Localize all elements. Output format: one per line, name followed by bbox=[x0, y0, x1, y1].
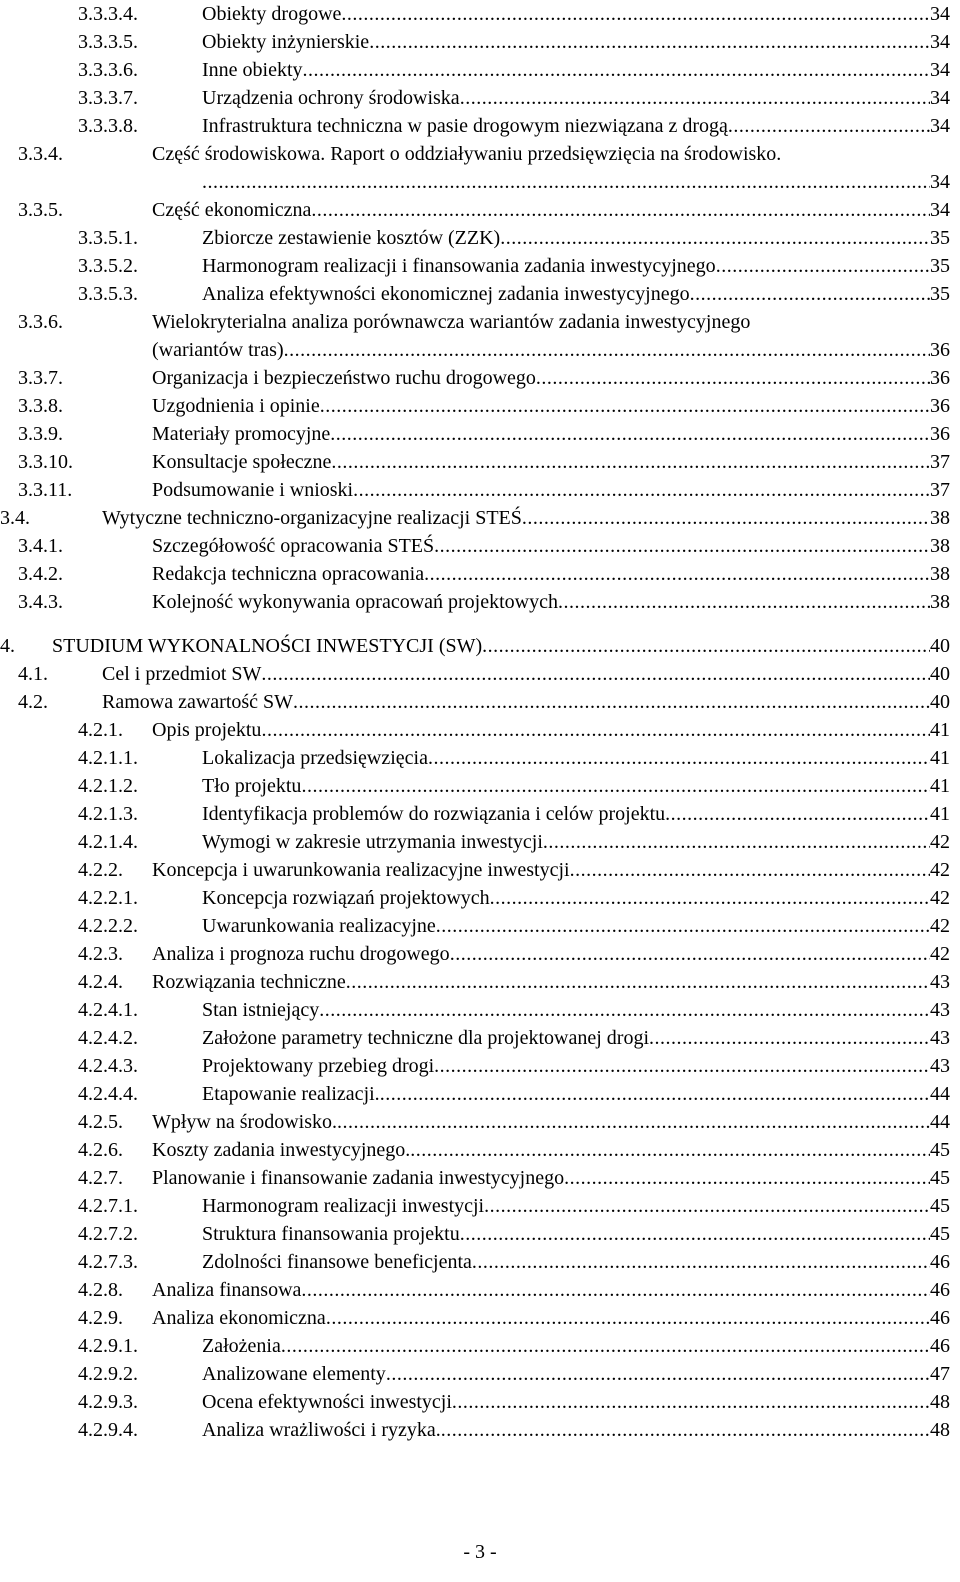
toc-entry-title: Cel i przedmiot SW bbox=[102, 663, 262, 685]
toc-entry-page: 43 bbox=[930, 971, 950, 993]
toc-entry[interactable] bbox=[0, 1220, 960, 1248]
toc-entry-title: Koncepcja rozwiązań projektowych bbox=[202, 887, 490, 909]
toc-entry[interactable] bbox=[0, 940, 960, 968]
toc-entry-title: Harmonogram realizacji i finansowania zadania inwestycyjnego bbox=[202, 255, 716, 277]
toc-entry-number: 3.3.3.8. bbox=[78, 115, 138, 137]
toc-entry-number: 4.2.5. bbox=[78, 1111, 123, 1133]
dot-leader bbox=[261, 716, 930, 744]
toc-entry-title: Harmonogram realizacji inwestycji bbox=[202, 1195, 485, 1217]
toc-entry[interactable] bbox=[0, 504, 960, 532]
dot-leader bbox=[522, 504, 930, 532]
toc-entry-page: 45 bbox=[930, 1139, 950, 1161]
toc-entry-number: 4.2.3. bbox=[78, 943, 123, 965]
toc-entry-number: 4.2.9.1. bbox=[78, 1335, 138, 1357]
toc-entry-number: 4.2.4.4. bbox=[78, 1083, 138, 1105]
toc-entry-page: 45 bbox=[930, 1223, 950, 1245]
toc-entry[interactable] bbox=[0, 632, 960, 660]
toc-entry-title: Redakcja techniczna opracowania bbox=[152, 563, 425, 585]
toc-entry-title: Wymogi w zakresie utrzymania inwestycji bbox=[202, 831, 543, 853]
toc-entry-page: 42 bbox=[930, 915, 950, 937]
toc-entry-title: Założone parametry techniczne dla projektowanej drogi bbox=[202, 1027, 650, 1049]
toc-entry[interactable] bbox=[0, 688, 960, 716]
dot-leader bbox=[536, 364, 930, 392]
toc-entry-number: 3.3.5. bbox=[18, 199, 63, 221]
toc-entry-title: Wytyczne techniczno-organizacyjne realizacji STEŚ bbox=[102, 507, 522, 529]
toc-entry-number: 4.2.1.4. bbox=[78, 831, 138, 853]
toc-entry-title: Planowanie i finansowanie zadania inwestycyjnego bbox=[152, 1167, 565, 1189]
toc-entry-title: STUDIUM WYKONALNOŚCI INWESTYCJI (SW) bbox=[52, 635, 483, 657]
dot-leader bbox=[472, 1248, 930, 1276]
toc-entry-page: 37 bbox=[930, 479, 950, 501]
dot-leader bbox=[490, 884, 930, 912]
toc-entry-page: 36 bbox=[930, 339, 950, 361]
toc-entry[interactable] bbox=[0, 1052, 960, 1080]
dot-leader bbox=[441, 1416, 930, 1444]
toc-entry-number: 4.2.1.1. bbox=[78, 747, 138, 769]
toc-entry-number: 4.2.4.2. bbox=[78, 1027, 138, 1049]
toc-entry-page: 41 bbox=[930, 719, 950, 741]
toc-entry-title: Koszty zadania inwestycyjnego. bbox=[152, 1139, 411, 1161]
dot-leader bbox=[482, 632, 930, 660]
toc-entry[interactable] bbox=[0, 912, 960, 940]
toc-entry-page: 35 bbox=[930, 255, 950, 277]
toc-entry-number: 4.2.9. bbox=[78, 1307, 123, 1329]
dot-leader bbox=[380, 1080, 930, 1108]
toc-entry-number: 4.2.9.2. bbox=[78, 1363, 138, 1385]
toc-entry-title: Szczegółowość opracowania STEŚ bbox=[152, 535, 435, 557]
toc-entry-title: Koncepcja i uwarunkowania realizacyjne inwestycji bbox=[152, 859, 570, 881]
dot-leader bbox=[326, 1304, 930, 1332]
toc-entry[interactable] bbox=[0, 1248, 960, 1276]
toc-entry[interactable] bbox=[0, 996, 960, 1024]
dot-leader bbox=[303, 56, 930, 84]
toc-entry-title: Tło projektu bbox=[202, 775, 302, 797]
dot-leader bbox=[690, 280, 930, 308]
dot-leader bbox=[341, 0, 930, 28]
toc-entry[interactable] bbox=[0, 252, 960, 280]
dot-leader bbox=[353, 476, 930, 504]
toc-entry-title: Analiza ekonomiczna bbox=[152, 1307, 326, 1329]
dot-leader bbox=[564, 1164, 930, 1192]
toc-entry-page: 42 bbox=[930, 887, 950, 909]
toc-entry-title: Ramowa zawartość SW bbox=[102, 691, 294, 713]
toc-entry[interactable] bbox=[0, 828, 960, 856]
toc-entry-page: 36 bbox=[930, 423, 950, 445]
toc-entry-number: 3.3.5.1. bbox=[78, 227, 138, 249]
toc-entry[interactable] bbox=[0, 308, 960, 336]
toc-entry-page: 41 bbox=[930, 803, 950, 825]
dot-leader bbox=[665, 800, 930, 828]
dot-leader bbox=[346, 968, 930, 996]
dot-leader bbox=[450, 940, 930, 968]
toc-entry[interactable] bbox=[0, 744, 960, 772]
toc-entry-title: Inne obiekty bbox=[202, 59, 303, 81]
dot-leader bbox=[202, 168, 930, 196]
toc-entry-page: 45 bbox=[930, 1195, 950, 1217]
toc-entry[interactable] bbox=[0, 1332, 960, 1360]
toc-entry-page: 44 bbox=[930, 1111, 950, 1133]
toc-entry[interactable] bbox=[0, 1108, 960, 1136]
toc-entry-number: 4.2.1. bbox=[78, 719, 123, 741]
toc-entry-number: 4.2.1.3. bbox=[78, 803, 138, 825]
dot-leader bbox=[301, 1276, 930, 1304]
toc-entry[interactable] bbox=[0, 392, 960, 420]
dot-leader bbox=[460, 84, 930, 112]
page-number: - 3 - bbox=[463, 1541, 497, 1563]
toc-entry-page: 34 bbox=[930, 59, 950, 81]
toc-entry[interactable] bbox=[0, 56, 960, 84]
dot-leader bbox=[570, 856, 930, 884]
toc-entry-page: 42 bbox=[930, 859, 950, 881]
toc-entry-title: Struktura finansowania projektu bbox=[202, 1223, 460, 1245]
toc-entry[interactable] bbox=[0, 168, 960, 196]
toc-entry-page: 43 bbox=[930, 1027, 950, 1049]
toc-entry-number: 3.3.10. bbox=[18, 451, 73, 473]
toc-entry-page: 38 bbox=[930, 563, 950, 585]
toc-entry-title: Uzgodnienia i opinie bbox=[152, 395, 320, 417]
toc-entry[interactable] bbox=[0, 1416, 960, 1444]
toc-entry[interactable] bbox=[0, 84, 960, 112]
toc-entry-page: 47 bbox=[930, 1363, 950, 1385]
toc-entry-title: Projektowany przebieg drogi bbox=[202, 1055, 435, 1077]
toc-entry-number: 4.2.7. bbox=[78, 1167, 123, 1189]
toc-entry-title: Obiekty inżynierskie bbox=[202, 31, 370, 53]
toc-entry-title: Zbiorcze zestawienie kosztów (ZZK) bbox=[202, 227, 501, 249]
toc-entry[interactable] bbox=[0, 660, 960, 688]
toc-entry[interactable] bbox=[0, 588, 960, 616]
toc-entry[interactable] bbox=[0, 28, 960, 56]
toc-entry-title: Identyfikacja problemów do rozwiązania i celów projektu bbox=[202, 803, 666, 825]
toc-entry[interactable] bbox=[0, 196, 960, 224]
dot-leader bbox=[728, 112, 930, 140]
toc-entry-number: 4.2.7.2. bbox=[78, 1223, 138, 1245]
toc-entry-page: 35 bbox=[930, 227, 950, 249]
toc-entry[interactable] bbox=[0, 968, 960, 996]
toc-entry-number: 3.3.5.3. bbox=[78, 283, 138, 305]
toc-entry-number: 3.4. bbox=[0, 507, 30, 529]
toc-entry-page: 40 bbox=[930, 635, 950, 657]
toc-entry-page: 38 bbox=[930, 507, 950, 529]
toc-entry-number: 4.2.4.3. bbox=[78, 1055, 138, 1077]
toc-entry-number: 4.2.4.1. bbox=[78, 999, 138, 1021]
toc-entry[interactable] bbox=[0, 280, 960, 308]
toc-entry-title: Lokalizacja przedsięwzięcia bbox=[202, 747, 428, 769]
toc-entry-number: 3.3.9. bbox=[18, 423, 63, 445]
dot-leader bbox=[311, 196, 930, 224]
toc-entry-number: 3.3.11. bbox=[18, 479, 73, 501]
toc-entry-page: 44 bbox=[930, 1083, 950, 1105]
toc-entry[interactable] bbox=[0, 140, 960, 168]
toc-entry-title: Założenia bbox=[202, 1335, 281, 1357]
dot-leader bbox=[434, 532, 930, 560]
dot-leader bbox=[424, 560, 930, 588]
toc-entry-number: 4.2.2.1. bbox=[78, 887, 138, 909]
toc-entry-page: 46 bbox=[930, 1279, 950, 1301]
toc-entry-page: 40 bbox=[930, 663, 950, 685]
toc-entry-page: 34 bbox=[930, 115, 950, 137]
toc-entry[interactable] bbox=[0, 1360, 960, 1388]
toc-entry[interactable] bbox=[0, 112, 960, 140]
dot-leader bbox=[558, 588, 930, 616]
toc-entry-page: 36 bbox=[930, 395, 950, 417]
dot-leader bbox=[331, 448, 930, 476]
toc-entry[interactable] bbox=[0, 716, 960, 744]
toc-entry-title: Wpływ na środowisko. bbox=[152, 1111, 337, 1133]
toc-entry[interactable] bbox=[0, 476, 960, 504]
toc-entry-number: 4.2.2. bbox=[78, 859, 123, 881]
toc-entry-page: 43 bbox=[930, 1055, 950, 1077]
toc-entry-number: 4.2.6. bbox=[78, 1139, 123, 1161]
toc-entry[interactable] bbox=[0, 1164, 960, 1192]
dot-leader bbox=[261, 660, 930, 688]
dot-leader bbox=[319, 996, 930, 1024]
toc-entry-title: Uwarunkowania realizacyjne bbox=[202, 915, 436, 937]
dot-leader bbox=[337, 1108, 930, 1136]
dot-leader bbox=[434, 1052, 930, 1080]
toc-entry-title: Infrastruktura techniczna w pasie drogowym niezwiązana z drogą bbox=[202, 115, 728, 137]
dot-leader bbox=[301, 772, 930, 800]
toc-entry-title: (wariantów tras) bbox=[152, 339, 284, 361]
toc-entry-page: 46 bbox=[930, 1251, 950, 1273]
toc-entry-number: 3.3.3.6. bbox=[78, 59, 138, 81]
toc-entry-page: 34 bbox=[930, 87, 950, 109]
dot-leader bbox=[369, 28, 930, 56]
toc-entry-number: 3.3.3.7. bbox=[78, 87, 138, 109]
dot-leader bbox=[281, 1332, 930, 1360]
toc-entry-title: Etapowanie realizacji. bbox=[202, 1083, 380, 1105]
toc-entry-title: Analiza i prognoza ruchu drogowego bbox=[152, 943, 450, 965]
toc-entry[interactable] bbox=[0, 1136, 960, 1164]
toc-entry-page: 34 bbox=[930, 3, 950, 25]
toc-entry-number: 4.2.1.2. bbox=[78, 775, 138, 797]
toc-entry-title: Analiza wrażliwości i ryzyka. bbox=[202, 1419, 441, 1441]
toc-entry-title: Część ekonomiczna bbox=[152, 199, 312, 221]
dot-leader bbox=[484, 1192, 930, 1220]
toc-entry-title: Urządzenia ochrony środowiska bbox=[202, 87, 460, 109]
dot-leader bbox=[284, 336, 930, 364]
toc-entry-page: 41 bbox=[930, 775, 950, 797]
dot-leader bbox=[452, 1388, 930, 1416]
toc-entry-number: 3.3.5.2. bbox=[78, 255, 138, 277]
toc-entry-number: 4. bbox=[0, 635, 15, 657]
toc-entry[interactable] bbox=[0, 1276, 960, 1304]
toc-entry-number: 4.2. bbox=[18, 691, 48, 713]
toc-entry-page: 36 bbox=[930, 367, 950, 389]
toc-entry-page: 46 bbox=[930, 1307, 950, 1329]
toc-entry-number: 3.3.3.5. bbox=[78, 31, 138, 53]
toc-entry-page: 38 bbox=[930, 591, 950, 613]
toc-entry[interactable] bbox=[0, 224, 960, 252]
toc-entry-title: Analizowane elementy bbox=[202, 1363, 386, 1385]
toc-entry-page: 40 bbox=[930, 691, 950, 713]
toc-entry[interactable] bbox=[0, 1304, 960, 1332]
toc-entry-title: Stan istniejący bbox=[202, 999, 320, 1021]
dot-leader bbox=[320, 392, 930, 420]
toc-entry-page: 48 bbox=[930, 1419, 950, 1441]
toc-entry-page: 43 bbox=[930, 999, 950, 1021]
toc-entry-number: 4.2.2.2. bbox=[78, 915, 138, 937]
toc-entry-number: 4.2.7.1. bbox=[78, 1195, 138, 1217]
dot-leader bbox=[460, 1220, 930, 1248]
dot-leader bbox=[410, 1136, 930, 1164]
toc-entry-page: 34 bbox=[930, 31, 950, 53]
dot-leader bbox=[500, 224, 930, 252]
toc-entry[interactable] bbox=[0, 448, 960, 476]
toc-entry-page: 42 bbox=[930, 943, 950, 965]
toc-entry-number: 3.3.7. bbox=[18, 367, 63, 389]
toc-entry[interactable] bbox=[0, 0, 960, 28]
toc-entry-number: 4.1. bbox=[18, 663, 48, 685]
dot-leader bbox=[716, 252, 930, 280]
toc-entry-page: 34 bbox=[930, 199, 950, 221]
toc-entry-number: 4.2.8. bbox=[78, 1279, 123, 1301]
dot-leader bbox=[649, 1024, 930, 1052]
toc-entry[interactable] bbox=[0, 336, 960, 364]
dot-leader bbox=[293, 688, 930, 716]
dot-leader bbox=[330, 420, 930, 448]
toc-entry-title: Analiza efektywności ekonomicznej zadania inwestycyjnego bbox=[202, 283, 690, 305]
toc-entry-title: Analiza finansowa bbox=[152, 1279, 302, 1301]
toc-entry-number: 4.2.4. bbox=[78, 971, 123, 993]
toc-entry-title: Materiały promocyjne bbox=[152, 423, 331, 445]
toc-entry[interactable] bbox=[0, 1192, 960, 1220]
toc-entry-number: 3.4.2. bbox=[18, 563, 63, 585]
toc-entry-title: Część środowiskowa. Raport o oddziaływaniu przedsięwzięcia na środowisko. bbox=[152, 143, 782, 165]
toc-entry-title: Kolejność wykonywania opracowań projektowych bbox=[152, 591, 558, 613]
toc-entry[interactable] bbox=[0, 364, 960, 392]
toc-entry-number: 3.3.4. bbox=[18, 143, 63, 165]
toc-entry[interactable] bbox=[0, 856, 960, 884]
toc-entry-title: Podsumowanie i wnioski bbox=[152, 479, 354, 501]
toc-entry-number: 3.4.3. bbox=[18, 591, 63, 613]
toc-entry-number: 4.2.7.3. bbox=[78, 1251, 138, 1273]
toc-entry-number: 3.3.3.4. bbox=[78, 3, 138, 25]
toc-entry-title: Wielokryterialna analiza porównawcza wariantów zadania inwestycyjnego bbox=[152, 311, 751, 333]
dot-leader bbox=[436, 912, 930, 940]
toc-entry-title: Ocena efektywności inwestycji bbox=[202, 1391, 452, 1413]
toc-entry-number: 3.3.8. bbox=[18, 395, 63, 417]
toc-entry-title: Organizacja i bezpieczeństwo ruchu drogowego bbox=[152, 367, 536, 389]
toc-entry-page: 42 bbox=[930, 831, 950, 853]
dot-leader bbox=[428, 744, 930, 772]
dot-leader bbox=[386, 1360, 930, 1388]
toc-entry-title: Zdolności finansowe beneficjenta bbox=[202, 1251, 472, 1273]
toc-entry-number: 3.3.6. bbox=[18, 311, 63, 333]
toc-entry-page: 48 bbox=[930, 1391, 950, 1413]
toc-entry[interactable] bbox=[0, 772, 960, 800]
toc-entry-page: 38 bbox=[930, 535, 950, 557]
toc-entry-title: Rozwiązania techniczne bbox=[152, 971, 346, 993]
toc-entry-number: 3.4.1. bbox=[18, 535, 63, 557]
dot-leader bbox=[543, 828, 930, 856]
toc-entry-page: 41 bbox=[930, 747, 950, 769]
toc-entry-title: Konsultacje społeczne bbox=[152, 451, 332, 473]
toc-entry[interactable] bbox=[0, 1024, 960, 1052]
toc-entry[interactable] bbox=[0, 560, 960, 588]
toc-entry-page: 37 bbox=[930, 451, 950, 473]
toc-entry-page: 34 bbox=[930, 171, 950, 193]
toc-entry[interactable] bbox=[0, 532, 960, 560]
toc-entry-page: 45 bbox=[930, 1167, 950, 1189]
toc-entry[interactable] bbox=[0, 1080, 960, 1108]
toc-entry-page: 35 bbox=[930, 283, 950, 305]
toc-entry-title: Opis projektu bbox=[152, 719, 262, 741]
toc-entry[interactable] bbox=[0, 884, 960, 912]
toc-entry-number: 4.2.9.4. bbox=[78, 1419, 138, 1441]
toc-entry[interactable] bbox=[0, 420, 960, 448]
toc-entry-title: Obiekty drogowe bbox=[202, 3, 342, 25]
toc-entry-page: 46 bbox=[930, 1335, 950, 1357]
toc-entry-number: 4.2.9.3. bbox=[78, 1391, 138, 1413]
toc-entry[interactable] bbox=[0, 1388, 960, 1416]
toc-entry[interactable] bbox=[0, 800, 960, 828]
